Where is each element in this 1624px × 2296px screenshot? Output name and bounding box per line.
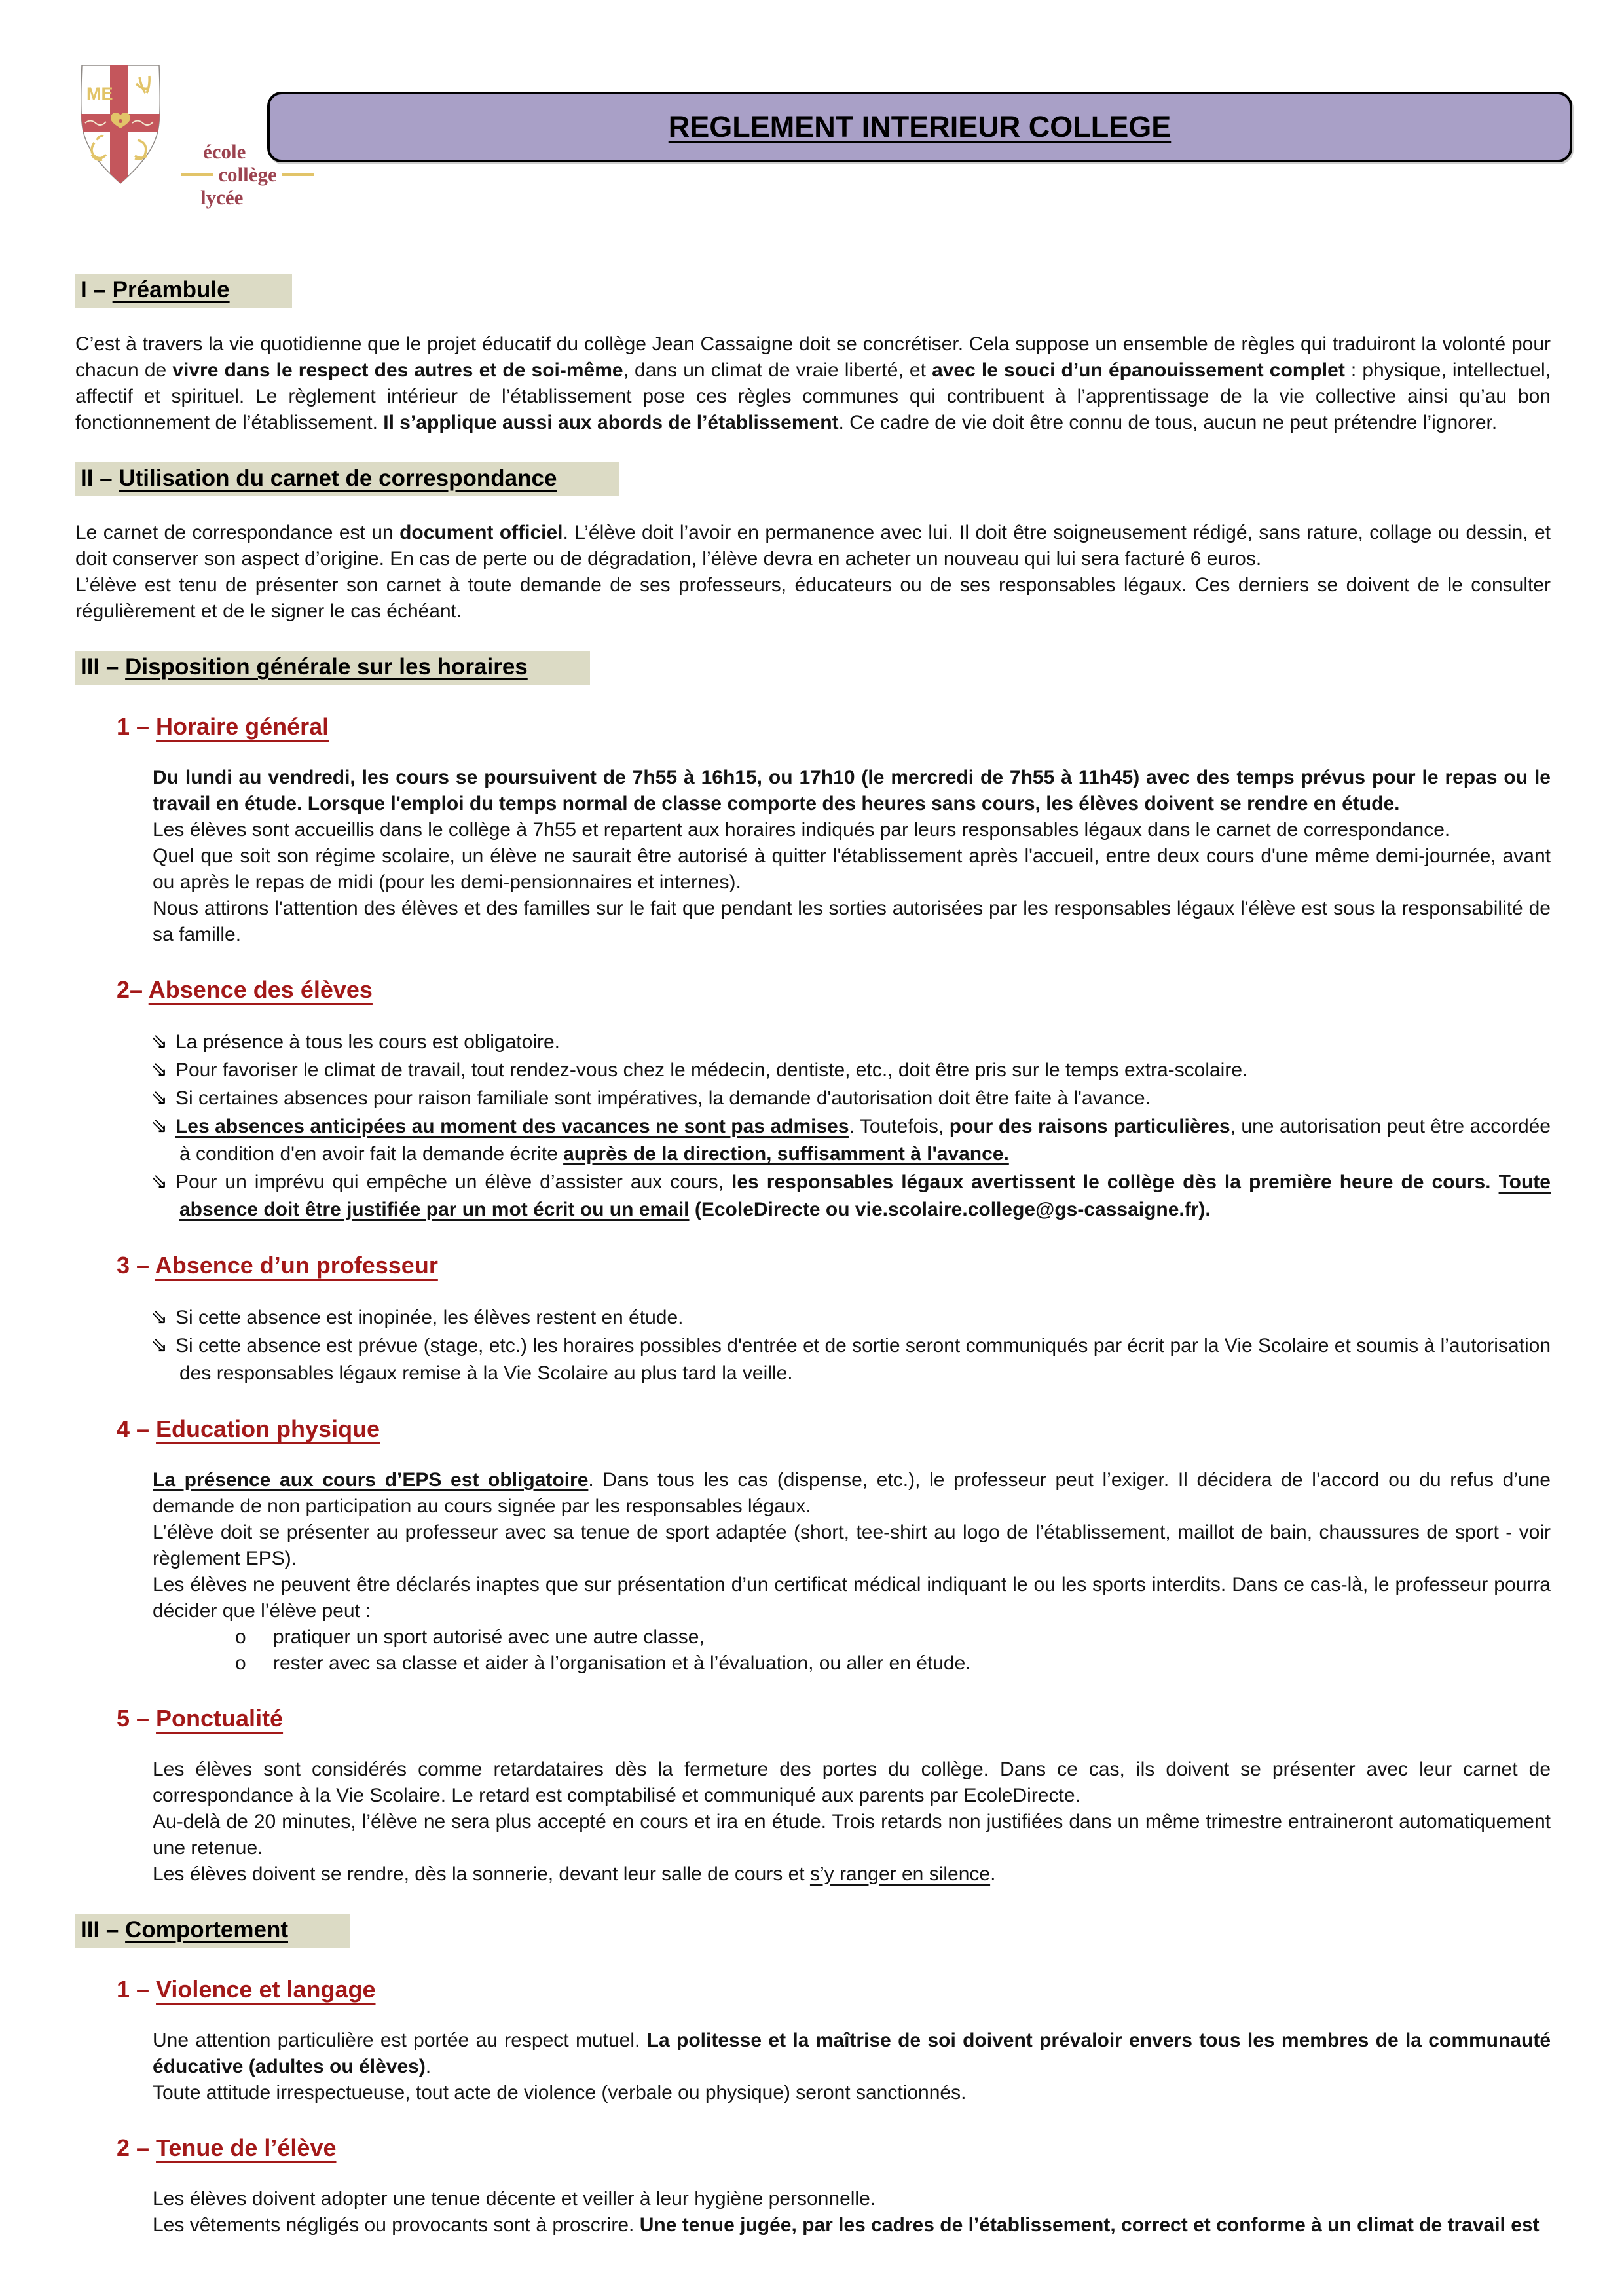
paragraph: [153, 1757, 1551, 1887]
text-segment: rester avec sa classe et aider à l’organisation et à l’évaluation, ou aller en étude.: [273, 1652, 971, 1674]
paragraph: [153, 765, 1551, 948]
text-segment: Nous attirons l'attention des élèves et des familles sur le fait que pendant les sorties autorisées par les responsables légaux l'élève est sous la responsabilité de sa famille.: [153, 898, 1551, 945]
text-segment: L’élève doit se présenter au professeur avec sa tenue de sport adaptée (short, tee-shirt au logo de l’établissement, maillot de bain, chaussures de sport - voir règlement EPS).: [153, 1522, 1551, 1569]
text-segment: Les élèves ne peuvent être déclarés inaptes que sur présentation d’un certificat médical indiquant le ou les sports interdits. Dans ce cas-là, le professeur pourra décider que l’élève peut :: [153, 1574, 1551, 1622]
section-heading-row: [75, 462, 1551, 496]
subsection-label: Absence d’un professeur: [155, 1252, 438, 1279]
text-segment: pour des raisons particulières: [949, 1116, 1230, 1137]
text-segment: Il s’applique aussi aux abords de l’établissement: [383, 412, 839, 433]
text-segment: .: [990, 1863, 996, 1885]
logo-line-college: [175, 163, 320, 186]
paragraph: [153, 2028, 1551, 2106]
section-heading: [75, 274, 292, 308]
subsection-heading: [117, 975, 1551, 1004]
text-segment: vivre dans le respect des autres et de soi-même: [172, 359, 623, 381]
section-number: II –: [81, 465, 119, 491]
text-segment: Du lundi au vendredi, les cours se poursuivent de 7h55 à 16h15, ou 17h10 (le mercredi de 7h55 à 11h45) avec des temps prévus pour le repas ou le travail en étude. Lorsque l'emploi du temps normal de classe comporte des heures sans cours, les élèves doivent se rendre en étude.: [153, 767, 1551, 814]
paragraph: [75, 331, 1551, 436]
bullet-item: [151, 1056, 1551, 1084]
text-segment: Les vêtements négligés ou provocants sont à proscrire.: [153, 2214, 640, 2236]
text-segment: Pour un imprévu qui empêche un élève d’assister aux cours,: [175, 1171, 732, 1193]
section-label: Préambule: [112, 277, 230, 302]
text-segment: Les élèves sont considérés comme retardataires dès la fermeture des portes du collège. Dans ce cas, ils doivent se présenter avec leur carnet de correspondance à la Vie Scolaire. Le retard est comptabilisé et communiqué aux parents par EcoleDirecte.: [153, 1758, 1551, 1806]
bullet-list: [151, 1303, 1551, 1387]
section-label: Disposition générale sur les horaires: [125, 654, 528, 680]
circle-item: [226, 1624, 1551, 1650]
subsection-number: 3 –: [117, 1252, 155, 1279]
section-heading-row: [75, 274, 1551, 308]
subsection-heading: [117, 712, 1551, 741]
arrow-bullet-icon: ⇘: [151, 1030, 168, 1053]
text-segment: La présence aux cours d’EPS est obligatoire: [153, 1469, 589, 1491]
bullet-item: [151, 1084, 1551, 1112]
text-segment: Les absences anticipées au moment des vacances ne sont pas admises: [175, 1116, 849, 1137]
circle-item: [226, 1650, 1551, 1677]
section-number: I –: [81, 277, 113, 302]
arrow-bullet-icon: ⇘: [151, 1058, 168, 1082]
paragraph: [153, 2186, 1551, 2238]
subsection-label: Ponctualité: [156, 1705, 284, 1732]
subsection-number: 2 –: [117, 2134, 157, 2161]
arrow-bullet-icon: ⇘: [151, 1170, 168, 1194]
arrow-bullet-icon: ⇘: [151, 1086, 168, 1110]
subsection-number: 5 –: [117, 1705, 157, 1732]
school-crest-icon: [77, 63, 164, 186]
subsection-heading: [117, 1251, 1551, 1280]
bullet-item: [151, 1112, 1551, 1168]
text-segment: les responsables légaux avertissent le collège dès la première heure de cours.: [731, 1171, 1499, 1193]
text-segment: L’élève est tenu de présenter son carnet à toute demande de ses professeurs, éducateurs ou de ses responsables légaux. Ces derniers se doivent de le consulter régulièrement et de le signer le cas échéant.: [75, 574, 1551, 622]
logo-label-college: collège: [218, 163, 277, 186]
logo-line-lycee: [200, 186, 320, 209]
arrow-bullet-icon: ⇘: [151, 1305, 168, 1329]
text-segment: , une autorisation peut être accordée à condition d'en avoir fait la demande écrite: [179, 1116, 1551, 1165]
text-segment: Pour favoriser le climat de travail, tout rendez-vous chez le médecin, dentiste, etc., doit être pris sur le temps extra-scolaire.: [175, 1059, 1248, 1081]
section-heading: [75, 1914, 350, 1948]
text-segment: Les élèves doivent adopter une tenue décente et veiller à leur hygiène personnelle.: [153, 2188, 876, 2210]
logo-label-ecole: école: [203, 140, 246, 163]
text-segment: . Ce cadre de vie doit être connu de tous, aucun ne peut prétendre l’ignorer.: [838, 412, 1498, 433]
section-heading: [75, 462, 619, 496]
bullet-item: [151, 1303, 1551, 1332]
subsection-label: Horaire général: [156, 713, 329, 740]
text-segment: .: [425, 2056, 432, 2077]
text-segment: Une attention particulière est portée au respect mutuel.: [153, 2030, 647, 2051]
text-segment: auprès de la direction, suffisamment à l'avance.: [563, 1143, 1009, 1165]
text-segment: Au-delà de 20 minutes, l’élève ne sera plus accepté en cours et ira en étude. Trois retards non justifiées dans un même trimestre entraineront automatiquement une retenue.: [153, 1811, 1551, 1859]
text-segment: , dans un climat de vraie liberté, et: [623, 359, 932, 381]
circle-list: [226, 1624, 1551, 1677]
arrow-bullet-icon: ⇘: [151, 1114, 168, 1138]
text-segment: Si certaines absences pour raison familiale sont impératives, la demande d'autorisation doit être faite à l'avance.: [175, 1087, 1151, 1109]
bullet-list: [151, 1028, 1551, 1224]
subsection-label: Education physique: [156, 1415, 380, 1442]
text-segment: La politesse et la maîtrise de soi doivent prévaloir envers tous les membres de la communauté éducative (adultes ou élèves): [153, 2030, 1551, 2077]
subsection-number: 2–: [117, 976, 149, 1003]
crest-monogram: ME: [86, 84, 113, 103]
text-segment: pratiquer un sport autorisé avec une autre classe,: [273, 1626, 705, 1648]
gold-dash-left: [181, 173, 213, 176]
subsection-label: Violence et langage: [156, 1976, 376, 2003]
circle-marker: o: [235, 1652, 246, 1674]
text-segment: Si cette absence est inopinée, les élèves restent en étude.: [175, 1307, 684, 1328]
text-segment: Quel que soit son régime scolaire, un élève ne saurait être autorisé à quitter l'établissement après l'accueil, entre deux cours d'une même demi-journée, avant ou après le repas de midi (pour les demi-pensionnaires et internes).: [153, 845, 1551, 893]
text-segment: avec le souci d’un épanouissement complet: [932, 359, 1345, 381]
section-label: Utilisation du carnet de correspondance: [119, 465, 557, 491]
section-heading-row: [75, 1914, 1551, 1948]
subsection-label: Absence des élèves: [148, 976, 373, 1003]
subsection-number: 1 –: [117, 713, 157, 740]
text-segment: s’y ranger en silence: [809, 1863, 991, 1885]
text-segment: document officiel: [399, 522, 563, 543]
text-segment: Les élèves doivent se rendre, dès la sonnerie, devant leur salle de cours et: [153, 1863, 810, 1885]
text-segment: La présence à tous les cours est obligatoire.: [175, 1031, 560, 1053]
subsection-heading: [117, 1704, 1551, 1733]
text-segment: Le carnet de correspondance est un: [75, 522, 400, 543]
document-content: [75, 274, 1551, 2238]
text-segment: : physique, intellectuel, affectif et spirituel. Le règlement intérieur de l’établissement pose ces règles communes qui contribuent à l’apprentissage de la vie collective ainsi qu’au bon fonctionnement de l’établissement.: [75, 359, 1551, 433]
text-segment: Si cette absence est prévue (stage, etc.) les horaires possibles d'entrée et de sortie seront communiqués par écrit par la Vie Scolaire et soumis à l’autorisation des responsables légaux remise à la Vie Scolaire au plus tard la veille.: [175, 1335, 1551, 1384]
section-number: III –: [81, 654, 126, 680]
subsection-label: Tenue de l’élève: [156, 2134, 337, 2161]
subsection-heading: [117, 1975, 1551, 2004]
text-segment: . L’élève doit l’avoir en permanence avec lui. Il doit être soigneusement rédigé, sans rature, collage ou dessin, et doit conserver son aspect d’origine. En cas de perte ou de dégradation, l’élève devra en acheter un nouveau qui lui sera facturé 6 euros.: [75, 522, 1551, 570]
subsection-heading: [117, 1415, 1551, 1444]
section-heading: [75, 651, 590, 685]
section-label: Comportement: [125, 1917, 288, 1942]
bullet-item: [151, 1028, 1551, 1056]
logo-label-lycee: lycée: [200, 186, 244, 209]
bullet-item: [151, 1168, 1551, 1224]
paragraph: [153, 1467, 1551, 1624]
gold-dash-right: [282, 173, 314, 176]
circle-marker: o: [235, 1626, 246, 1648]
section-heading-row: [75, 651, 1551, 685]
text-segment: . Dans tous les cas (dispense, etc.), le professeur peut l’exiger. Il décidera de l’accord ou du refus d’une demande de non participation au cours signée par les responsables légaux.: [153, 1469, 1551, 1517]
section-number: III –: [81, 1917, 126, 1942]
subsection-number: 4 –: [117, 1415, 157, 1442]
text-segment: C’est à travers la vie quotidienne que le projet éducatif du collège Jean Cassaigne doit se concrétiser. Cela suppose un ensemble de règles qui traduiront la volonté pour chacun de: [75, 333, 1551, 381]
text-segment: Toute attitude irrespectueuse, tout acte de violence (verbale ou physique) seront sanctionnés.: [153, 2082, 967, 2104]
text-segment: . Toutefois,: [849, 1116, 950, 1137]
subsection-heading: [117, 2134, 1551, 2162]
paragraph: [75, 520, 1551, 625]
text-segment: (EcoleDirecte ou vie.scolaire.college@gs-cassaigne.fr).: [689, 1199, 1211, 1220]
subsection-number: 1 –: [117, 1976, 157, 2003]
title-banner: [267, 92, 1572, 162]
text-segment: Toute absence doit être justifiée par un mot écrit ou un email: [179, 1171, 1551, 1220]
page-title: REGLEMENT INTERIEUR COLLEGE: [668, 110, 1172, 143]
text-segment: Les élèves sont accueillis dans le collège à 7h55 et repartent aux horaires indiqués par leurs responsables légaux dans le carnet de correspondance.: [153, 819, 1450, 841]
text-segment: Une tenue jugée, par les cadres de l’établissement, correct et conforme à un climat de travail est: [639, 2214, 1540, 2236]
bullet-item: [151, 1332, 1551, 1387]
arrow-bullet-icon: ⇘: [151, 1334, 168, 1357]
